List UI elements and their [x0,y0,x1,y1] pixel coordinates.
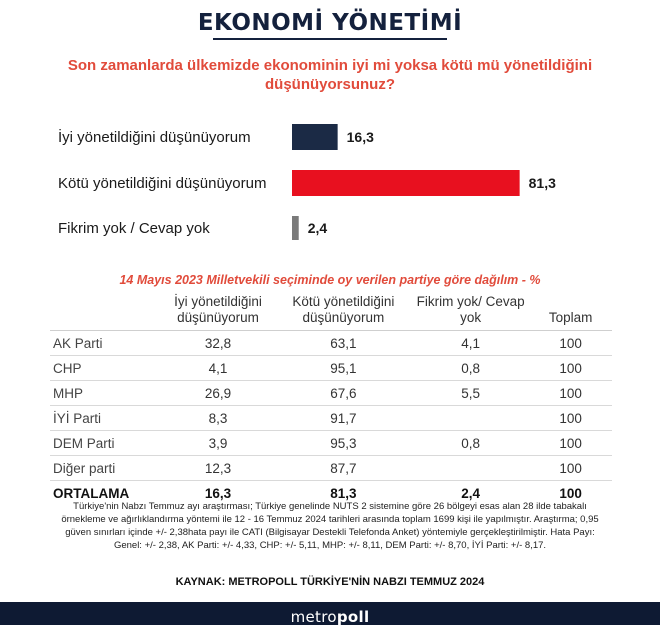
cell-bad: 87,7 [275,456,412,481]
average-good: 16,3 [204,485,232,501]
logo-light-text: metro [290,608,337,626]
page-title: EKONOMİ YÖNETİMİ [197,10,463,36]
cell-no-opinion [412,456,529,481]
bar-category-label: İyi yönetildiğini düşünüyorum [58,129,251,146]
cell-no-opinion: 5,5 [412,381,529,406]
table-header-row [50,292,612,331]
cell-total: 100 [529,356,612,381]
cell-good: 4,1 [161,356,274,381]
table-row [50,356,612,381]
cell-total: 100 [529,456,612,481]
header-good: İyi yönetildiğini düşünüyorum [161,292,274,331]
brand-logo [0,608,660,626]
methodology-note: Türkiye'nin Nabzı Temmuz ayı araştırması; Türkiye genelinde NUTS 2 sistemine göre 26 bölgeyi esas alan 28 ilde tabakalı örnekleme ve ağırlıklandırma yöntemi ile 12 - 16 Temmuz 2024 tarihleri arasında toplam 1699 kişi ile yapılmıştır. Araştırma; 0,95 güven sınırları içinde +/- 2,38hata payı ile CATI (Bilgisayar Destekli Telefonda Anket) yöntemiyle gerçekleştirilmiştir. Hata Payı: Genel: +/- 2,38, AK Parti: +/- 4,33, CHP: +/- 5,11, MHP: +/- 8,11, DEM Parti: +/- 8,70, İYİ Parti: +/- 8,17. [61,501,599,551]
bar-category-label: Kötü yönetildiğini düşünüyorum [58,175,267,192]
party-name: Diğer parti [50,456,161,481]
cell-good: 3,9 [161,431,274,456]
header-no-opinion: Fikrim yok/ Cevap yok [412,292,529,331]
cell-total: 100 [529,431,612,456]
table-row [50,431,612,456]
party-breakdown-table [50,292,612,505]
bar [292,124,338,150]
bar-value-label: 2,4 [307,220,328,236]
cell-no-opinion: 0,8 [412,356,529,381]
header-total: Toplam [529,292,612,331]
table-row [50,406,612,431]
cell-bad: 63,1 [275,331,412,356]
cell-total: 100 [529,406,612,431]
party-name: AK Parti [50,331,161,356]
table-subtitle: 14 Mayıs 2023 Milletvekili seçiminde oy verilen partiye göre dağılım - % [119,273,541,287]
cell-no-opinion: 4,1 [412,331,529,356]
bar-category-label: Fikrim yok / Cevap yok [58,220,210,237]
bar-chart [0,110,660,260]
logo-bold-text: poll [336,608,370,626]
survey-question: Son zamanlarda ülkemizde ekonominin iyi mi yoksa kötü mü yönetildiğini düşünüyorsunuz? [67,57,593,93]
party-name: İYİ Parti [50,406,161,431]
cell-no-opinion [412,406,529,431]
average-total: 100 [559,485,582,501]
title-underline [213,38,447,40]
cell-total: 100 [529,331,612,356]
cell-no-opinion: 0,8 [412,431,529,456]
bar-value-label: 16,3 [346,129,374,145]
source-line: KAYNAK: METROPOLL TÜRKİYE'NİN NABZI TEMMUZ 2024 [175,576,485,588]
bar [292,216,299,240]
header-bad: Kötü yönetildiğini düşünüyorum [275,292,412,331]
cell-bad: 67,6 [275,381,412,406]
bar [292,170,520,196]
cell-bad: 95,1 [275,356,412,381]
average-no-opinion: 2,4 [461,485,480,501]
table-row [50,456,612,481]
party-name: CHP [50,356,161,381]
party-name: DEM Parti [50,431,161,456]
header-party [50,292,161,331]
cell-good: 26,9 [161,381,274,406]
table-row [50,331,612,356]
cell-total: 100 [529,381,612,406]
cell-good: 32,8 [161,331,274,356]
cell-bad: 95,3 [275,431,412,456]
bar-value-label: 81,3 [528,175,556,191]
cell-good: 12,3 [161,456,274,481]
cell-bad: 91,7 [275,406,412,431]
average-bad: 81,3 [330,485,357,501]
average-label: ORTALAMA [53,485,130,501]
table-row [50,381,612,406]
party-name: MHP [50,381,161,406]
cell-good: 8,3 [161,406,274,431]
